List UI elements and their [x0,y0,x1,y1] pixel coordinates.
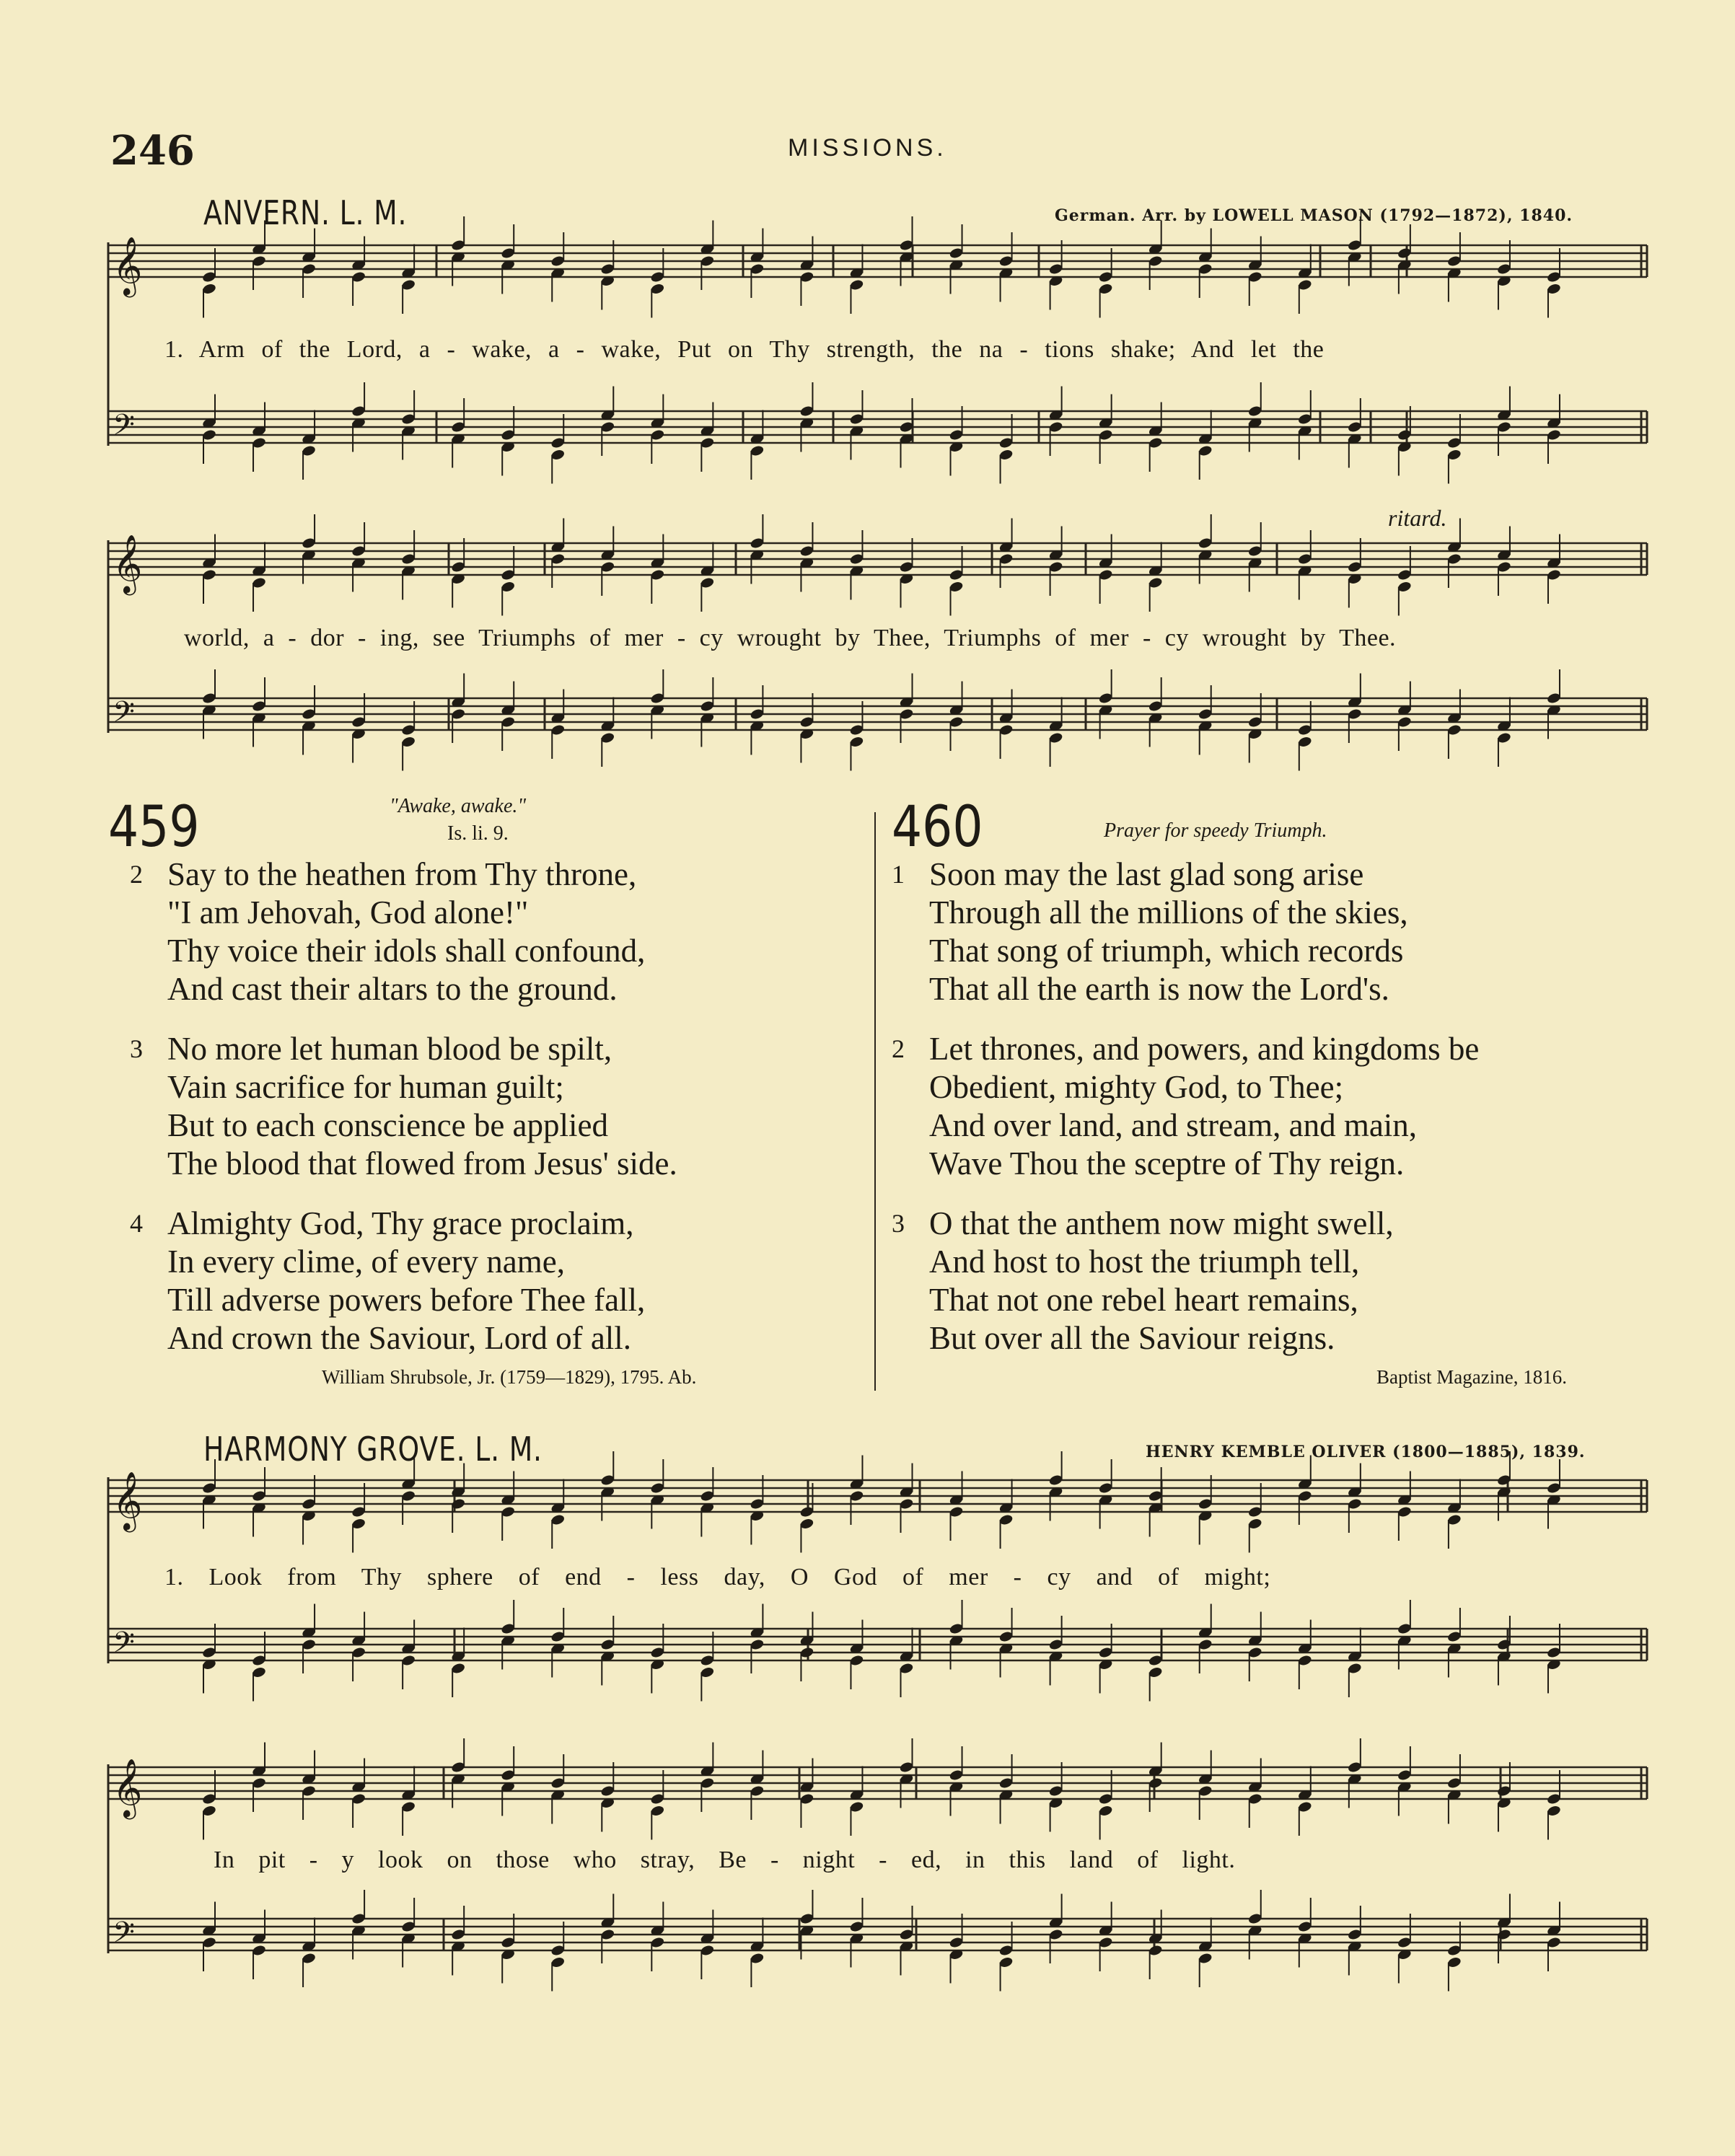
hymn-459-stanza-2 [130,855,646,1008]
stanza-line: No more let human blood be spilt, [167,1031,612,1067]
hymn-459-author: William Shrubsole, Jr. (1759—1829), 1795. Ab. [322,1366,697,1388]
tune-composer-anvern: German. Arr. by LOWELL MASON (1792—1872), 1840. [1055,206,1573,225]
stanza-line: Till adverse powers before Thee fall, [167,1282,646,1318]
treble-clef-icon: 𝄞 [113,1471,143,1530]
stanza-line: Say to the heathen from Thy throne, [167,856,637,892]
stanza-number: 2 [892,1034,905,1063]
hymn-460-subtitle: Prayer for speedy Triumph. [1104,819,1327,842]
tune1-lyrics-line2: world, a - dor - ing, see Triumphs of mer - cy wrought by Thee, Triumphs of mer - cy wrought by Thee. [184,625,1397,651]
treble-clef-icon: 𝄞 [113,1758,143,1817]
treble-clef-icon: 𝄞 [113,534,143,593]
page-number: 246 [110,127,195,175]
stanza-line: Through all the millions of the skies, [929,894,1408,930]
stanza-number: 2 [130,860,143,889]
hymn-459-stanza-4 [130,1205,646,1358]
stanza-line: Vain sacrifice for human guilt; [167,1069,564,1105]
tune2-lyrics-line1: 1. Look from Thy sphere of end - less day, O God of mer - cy and of might; [164,1564,1271,1590]
tune-composer-harmony-grove: HENRY KEMBLE OLIVER (1800—1885), 1839. [1146,1443,1586,1461]
tune1-lyrics-line1: 1. Arm of the Lord, a - wake, a - wake, Put on Thy strength, the na - tions shake; And let the [164,336,1325,363]
bass-clef-icon: 𝄢 [113,1916,135,1956]
stanza-number: 3 [130,1034,143,1063]
stanza-line: But over all the Saviour reigns. [929,1320,1335,1356]
stanza-line: "I am Jehovah, God alone!" [167,894,529,930]
tune-title-harmony-grove: HARMONY GROVE. L. M. [203,1430,543,1469]
stanza-line: That not one rebel heart remains, [929,1282,1358,1318]
stanza-number: 3 [892,1209,905,1238]
stanza-line: Soon may the last glad song arise [929,856,1364,892]
stanza-line: Thy voice their idols shall confound, [167,933,646,969]
running-head: MISSIONS. [788,134,947,162]
bass-clef-icon: 𝄢 [113,408,135,449]
stanza-line: Wave Thou the sceptre of Thy reign. [929,1145,1405,1182]
stanza-line: O that the anthem now might swell, [929,1205,1394,1241]
hymn-459-subtitle: "Awake, awake." [390,795,527,817]
hymn-459-reference: Is. li. 9. [447,822,509,845]
tune-title-anvern: ANVERN. L. M. [203,193,408,232]
stanza-line: But to each conscience be applied [167,1107,608,1143]
hymn-460-stanza-3 [892,1205,1394,1358]
stanza-number: 1 [892,860,905,889]
hymn-number-459: 459 [108,795,200,860]
stanza-line: The blood that flowed from Jesus' side. [167,1145,677,1182]
stanza-line: And cast their altars to the ground. [167,971,618,1007]
stanza-line: And crown the Saviour, Lord of all. [167,1320,632,1356]
tune2-lyrics-line2: In pit - y look on those who stray, Be - night - ed, in this land of light. [214,1847,1236,1873]
treble-clef-icon: 𝄞 [113,236,143,295]
stanza-line: That song of triumph, which records [929,933,1404,969]
stanza-line: And over land, and stream, and main, [929,1107,1418,1143]
stanza-line: Let thrones, and powers, and kingdoms be [929,1031,1480,1067]
stanza-number: 4 [130,1209,143,1238]
stanza-line: And host to host the triumph tell, [929,1244,1360,1280]
bass-clef-icon: 𝄢 [113,1626,135,1666]
stanza-line: That all the earth is now the Lord's. [929,971,1389,1007]
hymn-460-stanza-1 [892,855,1408,1008]
stanza-line: In every clime, of every name, [167,1244,565,1280]
bass-clef-icon: 𝄢 [113,695,135,736]
hymn-459-stanza-3 [130,1030,677,1183]
stanza-line: Obedient, mighty God, to Thee; [929,1069,1344,1105]
hymn-460-author: Baptist Magazine, 1816. [1376,1366,1567,1388]
hymn-number-460: 460 [892,795,983,860]
hymn-460-stanza-2 [892,1030,1480,1183]
stanza-line: Almighty God, Thy grace proclaim, [167,1205,634,1241]
tempo-mark: ritard. [1388,505,1447,531]
column-divider [874,812,876,1391]
